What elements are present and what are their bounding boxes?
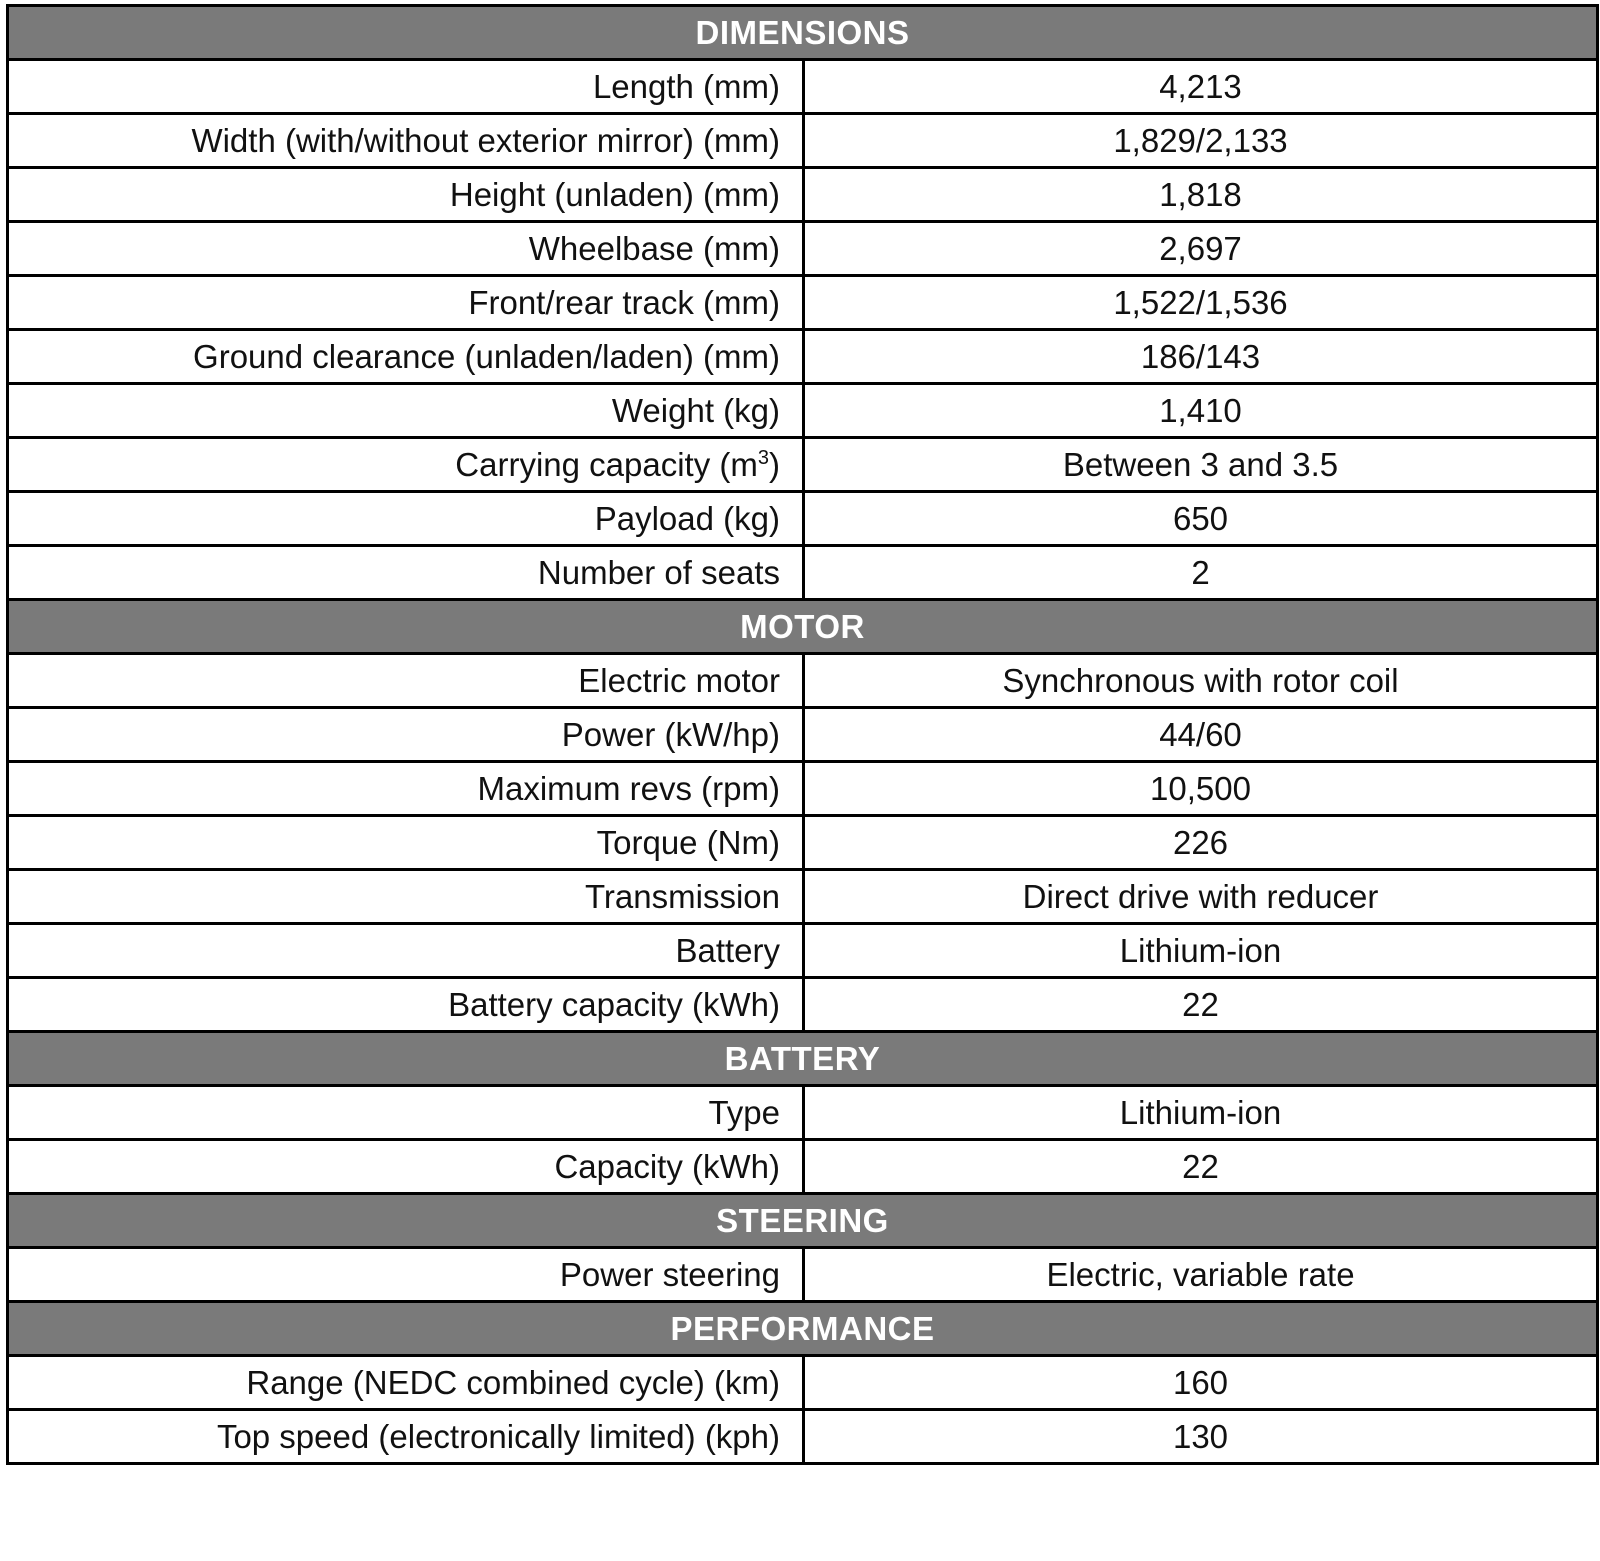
- spec-label: Height (unladen) (mm): [8, 168, 804, 222]
- section-header-row: [8, 600, 1598, 654]
- superscript: 3: [757, 446, 769, 469]
- spec-label: Front/rear track (mm): [8, 276, 804, 330]
- spec-value: 4,213: [804, 60, 1598, 114]
- section-header-row: [8, 6, 1598, 60]
- spec-value: 226: [804, 816, 1598, 870]
- spec-label: Battery capacity (kWh): [8, 978, 804, 1032]
- section-title-motor: MOTOR: [8, 600, 1598, 654]
- table-row: [8, 708, 1598, 762]
- table-row: [8, 546, 1598, 600]
- spec-label: Type: [8, 1086, 804, 1140]
- table-row: [8, 222, 1598, 276]
- spec-label: Electric motor: [8, 654, 804, 708]
- spec-label: Power (kW/hp): [8, 708, 804, 762]
- spec-value: 1,522/1,536: [804, 276, 1598, 330]
- section-header-row: [8, 1302, 1598, 1356]
- spec-label: Battery: [8, 924, 804, 978]
- label-text: ): [769, 445, 780, 483]
- spec-value: 44/60: [804, 708, 1598, 762]
- spec-label: Transmission: [8, 870, 804, 924]
- table-row: [8, 978, 1598, 1032]
- spec-label: Maximum revs (rpm): [8, 762, 804, 816]
- spec-value: Direct drive with reducer: [804, 870, 1598, 924]
- spec-value: 130: [804, 1410, 1598, 1464]
- table-row: [8, 1086, 1598, 1140]
- spec-value: 1,818: [804, 168, 1598, 222]
- table-row: [8, 654, 1598, 708]
- spec-value: 2,697: [804, 222, 1598, 276]
- spec-label: Wheelbase (mm): [8, 222, 804, 276]
- table-row: [8, 330, 1598, 384]
- spec-value: Lithium-ion: [804, 924, 1598, 978]
- spec-label: Top speed (electronically limited) (kph): [8, 1410, 804, 1464]
- spec-value: 186/143: [804, 330, 1598, 384]
- table-row: [8, 492, 1598, 546]
- table-row: [8, 276, 1598, 330]
- table-row: [8, 384, 1598, 438]
- spec-label: Length (mm): [8, 60, 804, 114]
- spec-value: 22: [804, 1140, 1598, 1194]
- table-row: [8, 1140, 1598, 1194]
- table-row: [8, 168, 1598, 222]
- spec-label: Payload (kg): [8, 492, 804, 546]
- table-row: [8, 114, 1598, 168]
- spec-value: 10,500: [804, 762, 1598, 816]
- spec-value: 1,829/2,133: [804, 114, 1598, 168]
- table-row: [8, 1356, 1598, 1410]
- table-row: [8, 870, 1598, 924]
- section-title-performance: PERFORMANCE: [8, 1302, 1598, 1356]
- spec-value: 650: [804, 492, 1598, 546]
- spec-table: [6, 4, 1599, 1465]
- spec-label: Capacity (kWh): [8, 1140, 804, 1194]
- spec-label: Weight (kg): [8, 384, 804, 438]
- spec-value: Between 3 and 3.5: [804, 438, 1598, 492]
- section-header-row: [8, 1032, 1598, 1086]
- table-row: [8, 924, 1598, 978]
- table-row: [8, 762, 1598, 816]
- spec-value: 2: [804, 546, 1598, 600]
- spec-label: Ground clearance (unladen/laden) (mm): [8, 330, 804, 384]
- spec-value: 160: [804, 1356, 1598, 1410]
- spec-label: Width (with/without exterior mirror) (mm): [8, 114, 804, 168]
- table-row: [8, 1410, 1598, 1464]
- spec-label: Range (NEDC combined cycle) (km): [8, 1356, 804, 1410]
- spec-value: Electric, variable rate: [804, 1248, 1598, 1302]
- section-title-steering: STEERING: [8, 1194, 1598, 1248]
- table-row: [8, 816, 1598, 870]
- section-header-row: [8, 1194, 1598, 1248]
- spec-value: 1,410: [804, 384, 1598, 438]
- table-row: [8, 1248, 1598, 1302]
- spec-label: Number of seats: [8, 546, 804, 600]
- spec-value: Synchronous with rotor coil: [804, 654, 1598, 708]
- label-text: Carrying capacity (m: [455, 445, 758, 483]
- spec-label: Power steering: [8, 1248, 804, 1302]
- section-title-battery: BATTERY: [8, 1032, 1598, 1086]
- table-row: [8, 438, 1598, 492]
- spec-value: 22: [804, 978, 1598, 1032]
- spec-value: Lithium-ion: [804, 1086, 1598, 1140]
- spec-label: Torque (Nm): [8, 816, 804, 870]
- spec-label-carrying-capacity: [8, 438, 804, 492]
- table-row: [8, 60, 1598, 114]
- section-title-dimensions: DIMENSIONS: [8, 6, 1598, 60]
